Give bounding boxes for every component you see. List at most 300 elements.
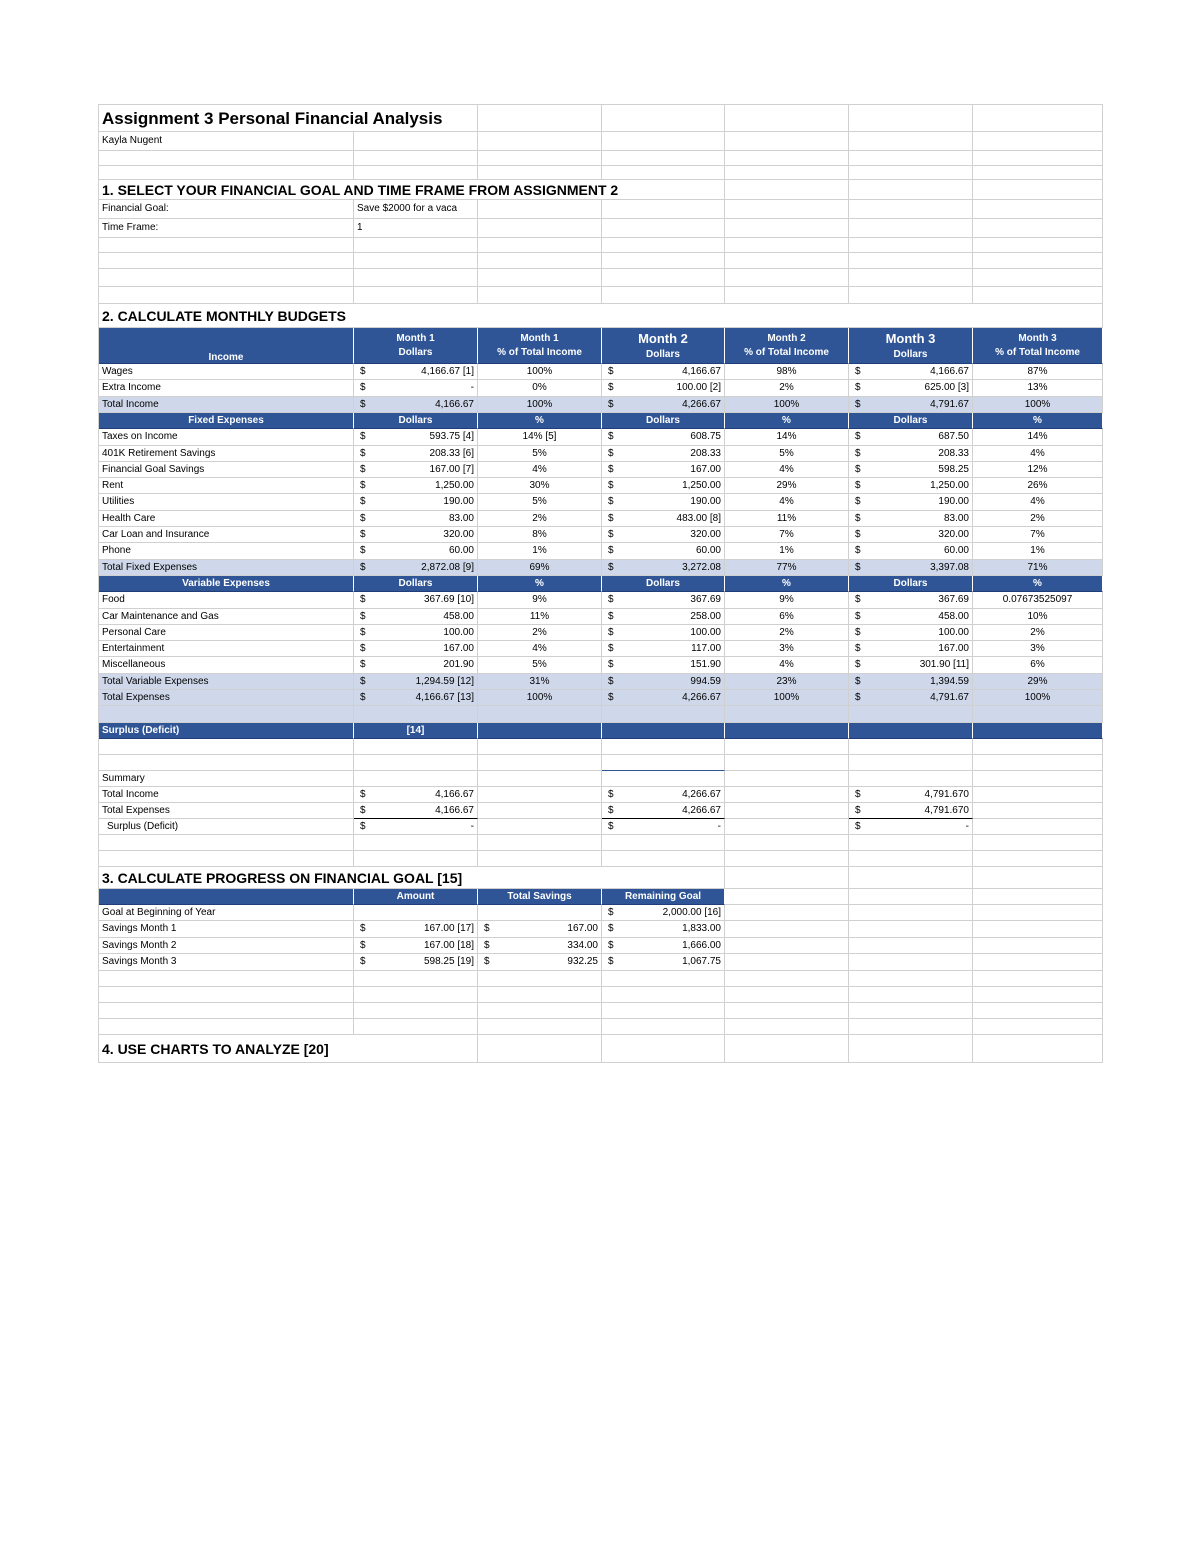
dollar-value[interactable]: 60.00 $: [602, 543, 725, 560]
subsection-unit-header[interactable]: %: [973, 413, 1103, 429]
percent-value[interactable]: 7%: [973, 527, 1103, 543]
sheet-title[interactable]: Assignment 3 Personal Financial Analysis: [99, 105, 478, 132]
percent-value[interactable]: 8%: [478, 527, 602, 543]
percent-value[interactable]: 3%: [725, 641, 849, 657]
percent-value[interactable]: 14%: [725, 429, 849, 446]
empty-cell[interactable]: [602, 219, 725, 238]
empty-cell[interactable]: [849, 723, 973, 739]
empty-cell[interactable]: [99, 739, 354, 755]
dollar-value[interactable]: 301.90 [11] $: [849, 657, 973, 674]
empty-cell[interactable]: [354, 1019, 478, 1035]
empty-cell[interactable]: [478, 987, 602, 1003]
row-label[interactable]: Personal Care: [99, 625, 354, 641]
surplus-label[interactable]: Surplus (Deficit): [99, 723, 354, 739]
percent-value[interactable]: 87%: [973, 364, 1103, 380]
empty-cell[interactable]: [725, 166, 849, 180]
empty-cell[interactable]: [973, 889, 1103, 905]
empty-cell[interactable]: [849, 954, 973, 971]
subsection-header[interactable]: Fixed Expenses: [99, 413, 354, 429]
empty-cell[interactable]: [602, 287, 725, 304]
percent-value[interactable]: 29%: [725, 478, 849, 494]
dollar-value[interactable]: 100.00 $: [849, 625, 973, 641]
percent-value[interactable]: 100%: [725, 397, 849, 413]
empty-cell[interactable]: [973, 1019, 1103, 1035]
financial-goal-label[interactable]: Financial Goal:: [99, 200, 354, 219]
empty-cell[interactable]: [973, 1003, 1103, 1019]
empty-cell[interactable]: [973, 971, 1103, 987]
empty-cell[interactable]: [99, 287, 354, 304]
percent-value[interactable]: 6%: [973, 657, 1103, 674]
summary-row-label[interactable]: Total Income: [99, 787, 354, 803]
progress-column-header[interactable]: Amount: [354, 889, 478, 905]
empty-cell[interactable]: [478, 835, 602, 851]
empty-cell[interactable]: [602, 771, 725, 787]
financial-goal-value[interactable]: Save $2000 for a vaca: [354, 200, 478, 219]
empty-cell[interactable]: [725, 954, 849, 971]
empty-cell[interactable]: [478, 851, 602, 867]
empty-cell[interactable]: [973, 151, 1103, 166]
percent-value[interactable]: 3%: [973, 641, 1103, 657]
empty-cell[interactable]: [849, 219, 973, 238]
percent-value[interactable]: 9%: [725, 592, 849, 609]
empty-cell[interactable]: [849, 151, 973, 166]
row-label[interactable]: 401K Retirement Savings: [99, 446, 354, 462]
dollar-value[interactable]: 598.25 $: [849, 462, 973, 478]
empty-cell[interactable]: [725, 105, 849, 132]
empty-cell[interactable]: [973, 269, 1103, 287]
empty-cell[interactable]: [602, 987, 725, 1003]
subsection-header[interactable]: Variable Expenses: [99, 576, 354, 592]
percent-value[interactable]: 0%: [478, 380, 602, 397]
dollar-value[interactable]: 201.90 $: [354, 657, 478, 674]
empty-cell[interactable]: [478, 771, 602, 787]
dollar-value[interactable]: 117.00 $: [602, 641, 725, 657]
empty-cell[interactable]: [973, 787, 1103, 803]
empty-cell[interactable]: [849, 287, 973, 304]
empty-cell[interactable]: [973, 723, 1103, 739]
subsection-unit-header[interactable]: Dollars: [354, 413, 478, 429]
dollar-value[interactable]: 208.33 $: [849, 446, 973, 462]
empty-cell[interactable]: [725, 867, 849, 889]
percent-value[interactable]: 10%: [973, 609, 1103, 625]
empty-cell[interactable]: [849, 867, 973, 889]
row-label[interactable]: Wages: [99, 364, 354, 380]
empty-cell[interactable]: [849, 835, 973, 851]
empty-cell[interactable]: [354, 253, 478, 269]
empty-cell[interactable]: [849, 755, 973, 771]
empty-cell[interactable]: [725, 219, 849, 238]
percent-value[interactable]: 1%: [973, 543, 1103, 560]
dollar-value[interactable]: 4,166.67 $: [354, 397, 478, 413]
dollar-value[interactable]: 190.00 $: [602, 494, 725, 511]
subsection-unit-header[interactable]: %: [478, 576, 602, 592]
empty-cell[interactable]: [973, 253, 1103, 269]
percent-value[interactable]: 98%: [725, 364, 849, 380]
row-label[interactable]: Financial Goal Savings: [99, 462, 354, 478]
percent-value[interactable]: 1%: [725, 543, 849, 560]
dollar-value[interactable]: 4,791.67 $: [849, 690, 973, 706]
summary-value[interactable]: 4,266.67 $: [602, 803, 725, 819]
savings-amount[interactable]: 167.00 [18] $: [354, 938, 478, 954]
row-label[interactable]: Car Loan and Insurance: [99, 527, 354, 543]
row-label[interactable]: Utilities: [99, 494, 354, 511]
empty-cell[interactable]: [725, 987, 849, 1003]
empty-cell[interactable]: [354, 706, 478, 723]
percent-value[interactable]: 11%: [478, 609, 602, 625]
percent-value[interactable]: 100%: [478, 364, 602, 380]
empty-cell[interactable]: [354, 739, 478, 755]
empty-cell[interactable]: [478, 739, 602, 755]
empty-cell[interactable]: [602, 132, 725, 151]
month-column-header[interactable]: [602, 328, 725, 364]
empty-cell[interactable]: [99, 1019, 354, 1035]
percent-value[interactable]: 4%: [973, 446, 1103, 462]
empty-cell[interactable]: [725, 180, 849, 200]
dollar-value[interactable]: - $: [354, 380, 478, 397]
empty-cell[interactable]: [725, 755, 849, 771]
empty-cell[interactable]: [973, 287, 1103, 304]
empty-cell[interactable]: [725, 921, 849, 938]
empty-cell[interactable]: [725, 787, 849, 803]
empty-cell[interactable]: [849, 706, 973, 723]
row-label[interactable]: Entertainment: [99, 641, 354, 657]
section1-heading[interactable]: 1. SELECT YOUR FINANCIAL GOAL AND TIME FRAME FROM ASSIGNMENT 2: [99, 180, 725, 200]
percent-value[interactable]: 4%: [973, 494, 1103, 511]
remaining-goal[interactable]: 1,833.00 $: [602, 921, 725, 938]
percent-value[interactable]: 4%: [478, 462, 602, 478]
empty-cell[interactable]: [478, 803, 602, 819]
empty-cell[interactable]: [478, 132, 602, 151]
empty-cell[interactable]: [725, 938, 849, 954]
row-label[interactable]: Extra Income: [99, 380, 354, 397]
time-frame-value[interactable]: 1: [354, 219, 478, 238]
remaining-goal[interactable]: 1,067.75 $: [602, 954, 725, 971]
dollar-value[interactable]: 4,166.67 $: [849, 364, 973, 380]
empty-cell[interactable]: [602, 971, 725, 987]
dollar-value[interactable]: 100.00 [2] $: [602, 380, 725, 397]
empty-cell[interactable]: [725, 1019, 849, 1035]
row-label[interactable]: Total Expenses: [99, 690, 354, 706]
dollar-value[interactable]: 1,250.00 $: [354, 478, 478, 494]
percent-value[interactable]: 29%: [973, 674, 1103, 690]
summary-value[interactable]: 4,166.67 $: [354, 803, 478, 819]
empty-cell[interactable]: [849, 132, 973, 151]
empty-cell[interactable]: [849, 253, 973, 269]
empty-cell[interactable]: [849, 938, 973, 954]
empty-cell[interactable]: [849, 180, 973, 200]
percent-value[interactable]: 4%: [478, 641, 602, 657]
empty-cell[interactable]: [849, 987, 973, 1003]
summary-value[interactable]: 4,791.670 $: [849, 787, 973, 803]
empty-cell[interactable]: [973, 938, 1103, 954]
empty-cell[interactable]: [354, 851, 478, 867]
empty-cell[interactable]: [973, 905, 1103, 921]
summary-value[interactable]: - $: [602, 819, 725, 835]
empty-cell[interactable]: [602, 1003, 725, 1019]
empty-cell[interactable]: [973, 987, 1103, 1003]
percent-value[interactable]: 26%: [973, 478, 1103, 494]
empty-cell[interactable]: [973, 819, 1103, 835]
empty-cell[interactable]: [99, 755, 354, 771]
summary-row-label[interactable]: Total Expenses: [99, 803, 354, 819]
empty-cell[interactable]: [849, 1003, 973, 1019]
total-savings[interactable]: [478, 905, 602, 921]
savings-amount[interactable]: 167.00 [17] $: [354, 921, 478, 938]
empty-cell[interactable]: [725, 835, 849, 851]
dollar-value[interactable]: 190.00 $: [354, 494, 478, 511]
row-label[interactable]: Total Income: [99, 397, 354, 413]
percent-value[interactable]: 2%: [973, 625, 1103, 641]
percent-value[interactable]: 5%: [478, 446, 602, 462]
summary-value[interactable]: 4,266.67 $: [602, 787, 725, 803]
dollar-value[interactable]: 483.00 [8] $: [602, 511, 725, 527]
dollar-value[interactable]: 167.00 $: [602, 462, 725, 478]
empty-cell[interactable]: [849, 921, 973, 938]
empty-cell[interactable]: [354, 1003, 478, 1019]
empty-cell[interactable]: [478, 971, 602, 987]
percent-value[interactable]: 100%: [973, 690, 1103, 706]
empty-cell[interactable]: [602, 151, 725, 166]
dollar-value[interactable]: 258.00 $: [602, 609, 725, 625]
empty-cell[interactable]: [354, 287, 478, 304]
row-label[interactable]: Total Fixed Expenses: [99, 560, 354, 576]
empty-cell[interactable]: [725, 905, 849, 921]
percent-value[interactable]: 5%: [478, 657, 602, 674]
section4-heading[interactable]: 4. USE CHARTS TO ANALYZE [20]: [99, 1035, 478, 1063]
empty-cell[interactable]: [973, 180, 1103, 200]
empty-cell[interactable]: [478, 755, 602, 771]
total-savings[interactable]: 932.25 $: [478, 954, 602, 971]
empty-cell[interactable]: [354, 771, 478, 787]
subsection-unit-header[interactable]: %: [725, 576, 849, 592]
dollar-value[interactable]: 4,791.67 $: [849, 397, 973, 413]
empty-cell[interactable]: [973, 166, 1103, 180]
dollar-value[interactable]: 83.00 $: [849, 511, 973, 527]
dollar-value[interactable]: 367.69 [10] $: [354, 592, 478, 609]
remaining-goal[interactable]: 1,666.00 $: [602, 938, 725, 954]
time-frame-label[interactable]: Time Frame:: [99, 219, 354, 238]
subsection-unit-header[interactable]: Dollars: [849, 576, 973, 592]
dollar-value[interactable]: 994.59 $: [602, 674, 725, 690]
empty-cell[interactable]: [602, 739, 725, 755]
empty-cell[interactable]: [354, 238, 478, 253]
empty-cell[interactable]: [602, 1019, 725, 1035]
dollar-value[interactable]: 100.00 $: [354, 625, 478, 641]
empty-cell[interactable]: [973, 200, 1103, 219]
empty-cell[interactable]: [973, 706, 1103, 723]
dollar-value[interactable]: 208.33 [6] $: [354, 446, 478, 462]
summary-label[interactable]: Summary: [99, 771, 354, 787]
percent-value[interactable]: 100%: [478, 397, 602, 413]
progress-column-header[interactable]: Total Savings: [478, 889, 602, 905]
empty-cell[interactable]: [849, 238, 973, 253]
empty-cell[interactable]: [602, 851, 725, 867]
dollar-value[interactable]: 1,250.00 $: [849, 478, 973, 494]
empty-cell[interactable]: [725, 739, 849, 755]
empty-cell[interactable]: [478, 1035, 602, 1063]
progress-row-label[interactable]: Savings Month 2: [99, 938, 354, 954]
empty-cell[interactable]: [849, 971, 973, 987]
percent-value[interactable]: 31%: [478, 674, 602, 690]
empty-cell[interactable]: [99, 151, 354, 166]
empty-cell[interactable]: [849, 1035, 973, 1063]
empty-cell[interactable]: [849, 851, 973, 867]
empty-cell[interactable]: [354, 132, 478, 151]
empty-cell[interactable]: [99, 987, 354, 1003]
dollar-value[interactable]: 625.00 [3] $: [849, 380, 973, 397]
percent-value[interactable]: 11%: [725, 511, 849, 527]
progress-row-label[interactable]: Goal at Beginning of Year: [99, 905, 354, 921]
dollar-value[interactable]: 4,266.67 $: [602, 690, 725, 706]
empty-cell[interactable]: [725, 971, 849, 987]
empty-cell[interactable]: [602, 835, 725, 851]
percent-value[interactable]: 100%: [725, 690, 849, 706]
empty-cell[interactable]: [725, 889, 849, 905]
percent-value[interactable]: 4%: [725, 462, 849, 478]
empty-cell[interactable]: [973, 921, 1103, 938]
empty-cell[interactable]: [973, 755, 1103, 771]
percent-value[interactable]: 4%: [725, 494, 849, 511]
row-label[interactable]: Miscellaneous: [99, 657, 354, 674]
month-column-header[interactable]: [725, 328, 849, 364]
row-label[interactable]: Rent: [99, 478, 354, 494]
empty-cell[interactable]: [99, 1003, 354, 1019]
percent-value[interactable]: 23%: [725, 674, 849, 690]
empty-cell[interactable]: [354, 971, 478, 987]
dollar-value[interactable]: 151.90 $: [602, 657, 725, 674]
empty-cell[interactable]: [478, 151, 602, 166]
summary-value[interactable]: - $: [849, 819, 973, 835]
percent-value[interactable]: 77%: [725, 560, 849, 576]
empty-cell[interactable]: [602, 755, 725, 771]
empty-cell[interactable]: [973, 771, 1103, 787]
dollar-value[interactable]: 4,166.67 [13] $: [354, 690, 478, 706]
dollar-value[interactable]: 2,872.08 [9] $: [354, 560, 478, 576]
month-column-header[interactable]: [849, 328, 973, 364]
empty-cell[interactable]: [602, 105, 725, 132]
empty-cell[interactable]: [478, 219, 602, 238]
author-name[interactable]: Kayla Nugent: [99, 132, 354, 151]
percent-value[interactable]: 2%: [478, 625, 602, 641]
subsection-unit-header[interactable]: %: [973, 576, 1103, 592]
empty-cell[interactable]: [849, 105, 973, 132]
percent-value[interactable]: 14%: [973, 429, 1103, 446]
progress-header-blank[interactable]: [99, 889, 354, 905]
empty-cell[interactable]: [478, 269, 602, 287]
empty-cell[interactable]: [478, 166, 602, 180]
empty-cell[interactable]: [973, 132, 1103, 151]
empty-cell[interactable]: [725, 269, 849, 287]
dollar-value[interactable]: 367.69 $: [602, 592, 725, 609]
empty-cell[interactable]: [725, 151, 849, 166]
percent-value[interactable]: 5%: [725, 446, 849, 462]
empty-cell[interactable]: [849, 771, 973, 787]
empty-cell[interactable]: [602, 166, 725, 180]
dollar-value[interactable]: 320.00 $: [354, 527, 478, 543]
remaining-goal[interactable]: 2,000.00 [16] $: [602, 905, 725, 921]
total-savings[interactable]: 167.00 $: [478, 921, 602, 938]
empty-cell[interactable]: [602, 723, 725, 739]
empty-cell[interactable]: [973, 219, 1103, 238]
empty-cell[interactable]: [478, 238, 602, 253]
dollar-value[interactable]: 100.00 $: [602, 625, 725, 641]
empty-cell[interactable]: [973, 851, 1103, 867]
dollar-value[interactable]: 167.00 $: [849, 641, 973, 657]
dollar-value[interactable]: 458.00 $: [354, 609, 478, 625]
empty-cell[interactable]: [725, 238, 849, 253]
month-column-header[interactable]: [478, 328, 602, 364]
percent-value[interactable]: 1%: [478, 543, 602, 560]
progress-column-header[interactable]: Remaining Goal: [602, 889, 725, 905]
empty-cell[interactable]: [99, 238, 354, 253]
empty-cell[interactable]: [849, 905, 973, 921]
empty-cell[interactable]: [478, 287, 602, 304]
empty-cell[interactable]: [973, 105, 1103, 132]
percent-value[interactable]: 71%: [973, 560, 1103, 576]
percent-value[interactable]: 2%: [973, 511, 1103, 527]
empty-cell[interactable]: [478, 105, 602, 132]
empty-cell[interactable]: [99, 851, 354, 867]
empty-cell[interactable]: [602, 200, 725, 219]
empty-cell[interactable]: [725, 200, 849, 219]
row-label[interactable]: Phone: [99, 543, 354, 560]
empty-cell[interactable]: [849, 200, 973, 219]
month-column-header[interactable]: [354, 328, 478, 364]
percent-value[interactable]: 0.07673525097: [973, 592, 1103, 609]
empty-cell[interactable]: [725, 1035, 849, 1063]
empty-cell[interactable]: [354, 269, 478, 287]
percent-value[interactable]: 100%: [478, 690, 602, 706]
dollar-value[interactable]: 60.00 $: [354, 543, 478, 560]
dollar-value[interactable]: 83.00 $: [354, 511, 478, 527]
percent-value[interactable]: 69%: [478, 560, 602, 576]
percent-value[interactable]: 6%: [725, 609, 849, 625]
subsection-unit-header[interactable]: Dollars: [849, 413, 973, 429]
percent-value[interactable]: 4%: [725, 657, 849, 674]
dollar-value[interactable]: 167.00 [7] $: [354, 462, 478, 478]
empty-cell[interactable]: [849, 166, 973, 180]
surplus-note[interactable]: [14]: [354, 723, 478, 739]
dollar-value[interactable]: 320.00 $: [602, 527, 725, 543]
empty-cell[interactable]: [849, 1019, 973, 1035]
empty-cell[interactable]: [99, 166, 354, 180]
dollar-value[interactable]: 608.75 $: [602, 429, 725, 446]
dollar-value[interactable]: 320.00 $: [849, 527, 973, 543]
empty-cell[interactable]: [725, 253, 849, 269]
empty-cell[interactable]: [973, 867, 1103, 889]
dollar-value[interactable]: 1,394.59 $: [849, 674, 973, 690]
subsection-unit-header[interactable]: %: [478, 413, 602, 429]
percent-value[interactable]: 2%: [478, 511, 602, 527]
empty-cell[interactable]: [354, 151, 478, 166]
empty-cell[interactable]: [973, 238, 1103, 253]
savings-amount[interactable]: 598.25 [19] $: [354, 954, 478, 971]
row-label[interactable]: Taxes on Income: [99, 429, 354, 446]
dollar-value[interactable]: 687.50 $: [849, 429, 973, 446]
empty-cell[interactable]: [725, 723, 849, 739]
empty-cell[interactable]: [99, 253, 354, 269]
empty-cell[interactable]: [354, 166, 478, 180]
empty-cell[interactable]: [973, 835, 1103, 851]
empty-cell[interactable]: [478, 253, 602, 269]
row-label[interactable]: Car Maintenance and Gas: [99, 609, 354, 625]
dollar-value[interactable]: 3,272.08 $: [602, 560, 725, 576]
month-column-header[interactable]: [973, 328, 1103, 364]
subsection-unit-header[interactable]: Dollars: [602, 413, 725, 429]
empty-cell[interactable]: [973, 954, 1103, 971]
dollar-value[interactable]: 4,266.67 $: [602, 397, 725, 413]
dollar-value[interactable]: 60.00 $: [849, 543, 973, 560]
